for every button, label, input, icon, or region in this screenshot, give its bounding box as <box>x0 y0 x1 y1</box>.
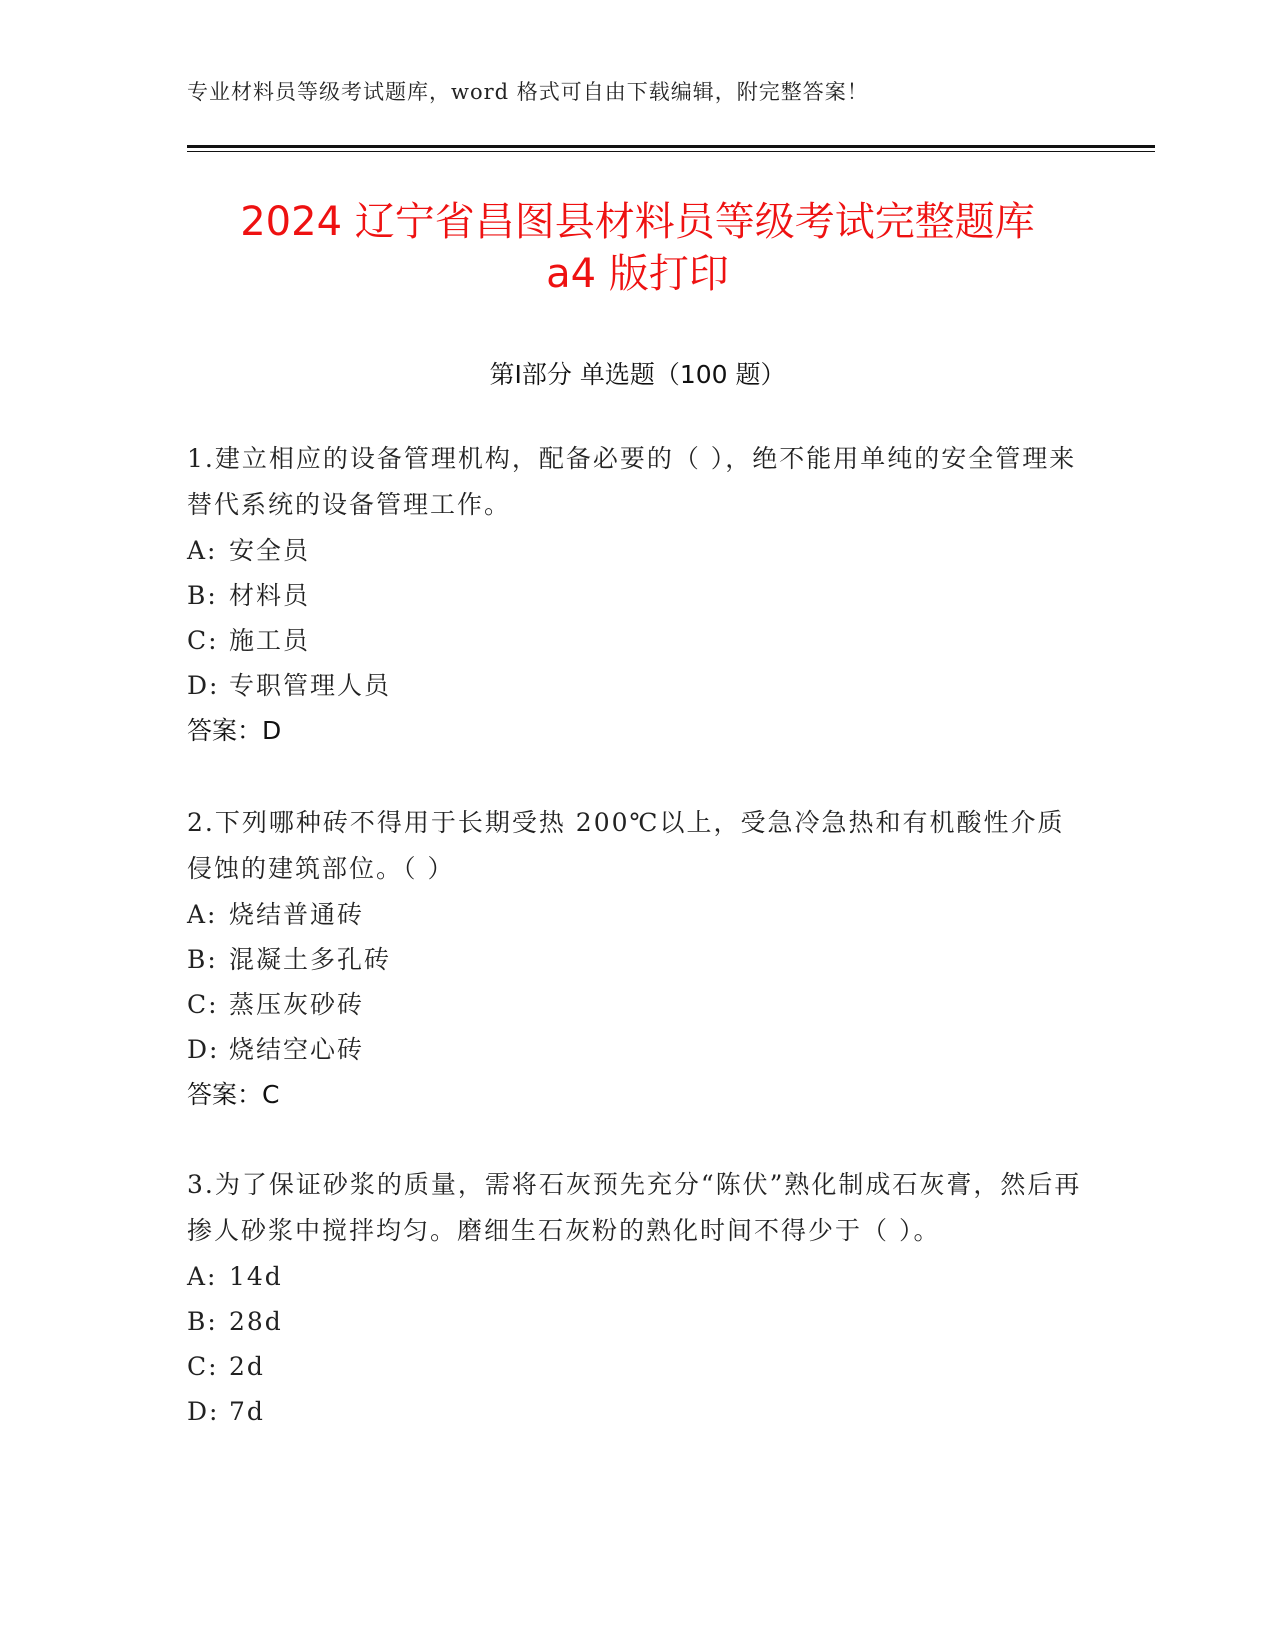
option-d <box>187 1027 1087 1072</box>
option-letter: A: <box>187 1262 218 1291</box>
question-stem: 1.建立相应的设备管理机构，配备必要的（ ），绝不能用单纯的安全管理来替代系统的设备管理工作。 <box>187 444 1077 519</box>
option-c <box>187 618 1087 663</box>
option-a <box>187 892 1087 937</box>
title-line-2: a4 版打印 <box>546 251 729 297</box>
option-letter: D: <box>187 1035 220 1064</box>
option-c <box>187 1344 1087 1389</box>
option-letter: B: <box>187 1307 218 1336</box>
option-text: 烧结普通砖 <box>229 900 365 929</box>
option-letter: C: <box>187 1352 219 1381</box>
option-text: 28d <box>229 1307 283 1336</box>
document-title <box>100 196 1175 300</box>
header-divider-thick <box>187 145 1155 148</box>
option-text: 专职管理人员 <box>229 671 392 700</box>
option-d <box>187 663 1087 708</box>
option-letter: D: <box>187 671 220 700</box>
option-c <box>187 982 1087 1027</box>
option-letter: A: <box>187 536 218 565</box>
option-text: 7d <box>229 1397 265 1426</box>
answer-line: 答案：D <box>187 716 282 745</box>
option-letter: D: <box>187 1397 220 1426</box>
question-2 <box>187 800 1087 1118</box>
option-text: 蒸压灰砂砖 <box>229 990 365 1019</box>
option-b <box>187 937 1087 982</box>
option-b <box>187 1299 1087 1344</box>
section-heading: 第Ⅰ部分 单选题（100 题） <box>489 360 786 389</box>
option-a <box>187 1254 1087 1299</box>
option-text: 混凝土多孔砖 <box>229 945 392 974</box>
answer-line: 答案：C <box>187 1080 280 1109</box>
option-text: 安全员 <box>229 536 311 565</box>
question-stem: 3.为了保证砂浆的质量，需将石灰预先充分“陈伏”熟化制成石灰膏，然后再掺人砂浆中搅拌均匀。磨细生石灰粉的熟化时间不得少于（ ）。 <box>187 1170 1082 1245</box>
option-letter: A: <box>187 900 218 929</box>
option-letter: B: <box>187 945 218 974</box>
option-text: 14d <box>229 1262 283 1291</box>
header-note: 专业材料员等级考试题库，word 格式可自由下载编辑，附完整答案！ <box>187 80 869 104</box>
option-letter: B: <box>187 581 218 610</box>
option-letter: C: <box>187 626 219 655</box>
question-stem: 2.下列哪种砖不得用于长期受热 200℃以上，受急冷急热和有机酸性介质侵蚀的建筑部位。（ ） <box>187 808 1065 883</box>
header-divider-thin <box>187 151 1155 152</box>
question-1 <box>187 436 1087 754</box>
option-b <box>187 573 1087 618</box>
title-line-1: 2024 辽宁省昌图县材料员等级考试完整题库 <box>240 199 1035 245</box>
option-letter: C: <box>187 990 219 1019</box>
option-text: 烧结空心砖 <box>229 1035 365 1064</box>
option-d <box>187 1389 1087 1434</box>
option-text: 2d <box>229 1352 265 1381</box>
option-text: 材料员 <box>229 581 311 610</box>
option-a <box>187 528 1087 573</box>
question-3 <box>187 1162 1087 1434</box>
option-text: 施工员 <box>229 626 311 655</box>
